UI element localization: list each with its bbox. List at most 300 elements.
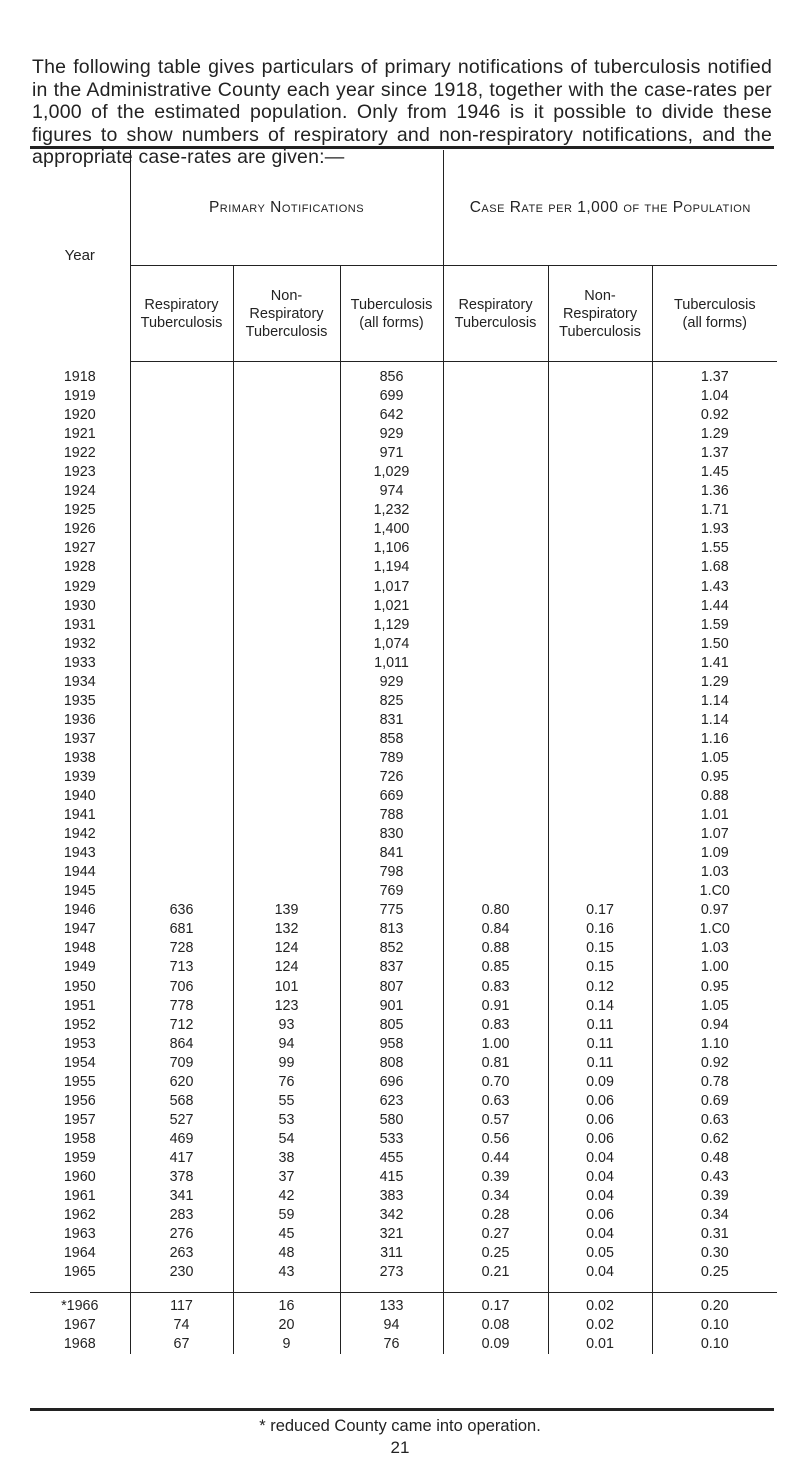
cell-rate-respiratory <box>443 539 548 558</box>
cell-rate-all-forms: 1.09 <box>652 844 777 863</box>
cell-rate-respiratory <box>443 597 548 616</box>
cell-respiratory <box>130 635 233 654</box>
cell-rate-respiratory: 0.56 <box>443 1130 548 1149</box>
cell-year: 1942 <box>63 826 96 843</box>
cell-year: 1940 <box>63 788 96 805</box>
cell-non-respiratory: 94 <box>233 1035 340 1054</box>
cell-all-forms: 1,011 <box>340 654 443 673</box>
cell-rate-respiratory: 0.34 <box>443 1187 548 1206</box>
cell-non-respiratory: 124 <box>233 939 340 958</box>
cell-year: 1947 <box>63 921 96 938</box>
cell-rate-all-forms: 1.07 <box>652 825 777 844</box>
cell-respiratory: 706 <box>130 978 233 997</box>
cell-non-respiratory <box>233 539 340 558</box>
cell-rate-all-forms: 0.62 <box>652 1130 777 1149</box>
table-row <box>30 501 777 520</box>
cell-respiratory: 469 <box>130 1130 233 1149</box>
cell-respiratory: 283 <box>130 1206 233 1225</box>
cell-rate-all-forms: 0.94 <box>652 1016 777 1035</box>
cell-year: 1925 <box>63 502 96 519</box>
cell-rate-respiratory <box>443 692 548 711</box>
cell-non-respiratory: 54 <box>233 1130 340 1149</box>
cell-all-forms: 856 <box>340 362 443 388</box>
cell-rate-all-forms: 0.63 <box>652 1111 777 1130</box>
cell-rate-non-respiratory: 0.14 <box>548 997 652 1016</box>
table-row <box>30 1187 777 1206</box>
cell-rate-respiratory <box>443 362 548 388</box>
cell-year: 1936 <box>63 711 96 728</box>
cell-rate-respiratory <box>443 635 548 654</box>
cell-non-respiratory: 38 <box>233 1149 340 1168</box>
cell-respiratory <box>130 482 233 501</box>
cell-year: 1926 <box>63 521 96 538</box>
cell-year: 1941 <box>63 807 96 824</box>
cell-all-forms: 775 <box>340 901 443 920</box>
table-row <box>30 1073 777 1092</box>
cell-rate-all-forms: 1.71 <box>652 501 777 520</box>
cell-year: 1937 <box>63 730 96 747</box>
page-number: 21 <box>390 1438 410 1457</box>
table-row <box>30 654 777 673</box>
cell-rate-all-forms: 1.14 <box>652 692 777 711</box>
table-row <box>30 711 777 730</box>
case-rate-header: Case Rate per 1,000 of the Population <box>443 150 777 266</box>
cell-rate-all-forms: 1.01 <box>652 806 777 825</box>
cell-rate-all-forms: 1.44 <box>652 597 777 616</box>
cell-rate-non-respiratory: 0.02 <box>548 1293 652 1317</box>
cell-rate-all-forms: 1.37 <box>652 444 777 463</box>
table-row <box>30 1168 777 1187</box>
cell-respiratory <box>130 520 233 539</box>
cell-rate-non-respiratory <box>548 692 652 711</box>
cell-rate-respiratory: 0.81 <box>443 1054 548 1073</box>
table-row <box>30 939 777 958</box>
cell-rate-all-forms: 1.16 <box>652 730 777 749</box>
table-row <box>30 558 777 577</box>
cell-respiratory <box>130 787 233 806</box>
cell-rate-all-forms: 1.45 <box>652 463 777 482</box>
cell-rate-respiratory <box>443 825 548 844</box>
col-header-respiratory <box>130 266 233 362</box>
cell-year: 1928 <box>63 559 96 576</box>
cell-non-respiratory <box>233 406 340 425</box>
col-header-line: Respiratory <box>144 296 219 313</box>
cell-rate-non-respiratory <box>548 362 652 388</box>
table-row <box>30 635 777 654</box>
table-row <box>30 425 777 444</box>
cell-rate-non-respiratory <box>548 539 652 558</box>
cell-non-respiratory: 42 <box>233 1187 340 1206</box>
col-header-line: Non- <box>584 287 616 304</box>
cell-year: 1924 <box>63 483 96 500</box>
table-row <box>30 1016 777 1035</box>
cell-all-forms: 971 <box>340 444 443 463</box>
cell-respiratory <box>130 406 233 425</box>
cell-year: 1939 <box>63 769 96 785</box>
table-row <box>30 1054 777 1073</box>
cell-all-forms: 699 <box>340 387 443 406</box>
cell-all-forms: 696 <box>340 1073 443 1092</box>
cell-year: 1953 <box>63 1035 96 1052</box>
cell-rate-respiratory <box>443 768 548 787</box>
col-header-all-forms <box>340 266 443 362</box>
table-row <box>30 844 777 863</box>
cell-rate-respiratory <box>443 863 548 882</box>
table-body-late <box>30 1293 777 1355</box>
cell-non-respiratory <box>233 463 340 482</box>
cell-year: 1919 <box>63 388 96 405</box>
cell-rate-non-respiratory: 0.09 <box>548 1073 652 1092</box>
cell-rate-respiratory: 0.88 <box>443 939 548 958</box>
cell-rate-non-respiratory <box>548 768 652 787</box>
cell-all-forms: 929 <box>340 425 443 444</box>
cell-all-forms: 830 <box>340 825 443 844</box>
cell-rate-non-respiratory <box>548 597 652 616</box>
table-top-rule <box>30 146 774 149</box>
year-header: Year <box>64 247 95 265</box>
cell-non-respiratory: 9 <box>233 1335 340 1354</box>
cell-year: 1927 <box>63 540 96 557</box>
cell-non-respiratory <box>233 749 340 768</box>
cell-year: 1934 <box>63 673 96 690</box>
cell-non-respiratory: 93 <box>233 1016 340 1035</box>
col-header-line: Tuberculosis <box>559 323 641 340</box>
cell-year: 1923 <box>63 464 96 481</box>
cell-all-forms: 580 <box>340 1111 443 1130</box>
table-row <box>30 387 777 406</box>
cell-rate-respiratory: 0.91 <box>443 997 548 1016</box>
cell-rate-non-respiratory <box>548 806 652 825</box>
cell-rate-non-respiratory <box>548 463 652 482</box>
table-row <box>30 1149 777 1168</box>
table-row <box>30 539 777 558</box>
table-row <box>30 825 777 844</box>
cell-all-forms: 901 <box>340 997 443 1016</box>
table-row <box>30 692 777 711</box>
cell-rate-non-respiratory <box>548 787 652 806</box>
cell-year: 1962 <box>63 1207 96 1224</box>
cell-non-respiratory <box>233 444 340 463</box>
cell-respiratory <box>130 387 233 406</box>
cell-rate-non-respiratory: 0.02 <box>548 1316 652 1335</box>
cell-year: 1958 <box>63 1130 96 1147</box>
cell-year: 1946 <box>63 902 96 919</box>
table-row <box>30 806 777 825</box>
col-header-rate-non-respiratory <box>548 266 652 362</box>
cell-rate-respiratory: 0.70 <box>443 1073 548 1092</box>
cell-all-forms: 798 <box>340 863 443 882</box>
cell-rate-non-respiratory <box>548 673 652 692</box>
intro-paragraph: The following table gives particulars of primary notifications of tuberculosis notified in the Administrative County each year since 1918, together with the case-rates per 1,000 of the estimated population. Only from 1946 is it possible to divide these figures to show numbers of respiratory and non-respiratory notifications, and the appropriate case-rates are given:— <box>32 56 772 168</box>
cell-rate-respiratory <box>443 406 548 425</box>
cell-all-forms: 841 <box>340 844 443 863</box>
cell-year: 1922 <box>63 445 96 462</box>
cell-year: 1960 <box>63 1168 96 1185</box>
cell-all-forms: 1,194 <box>340 558 443 577</box>
cell-rate-non-respiratory <box>548 844 652 863</box>
cell-rate-all-forms: 0.88 <box>652 787 777 806</box>
cell-year: 1944 <box>63 864 96 881</box>
tuberculosis-table <box>30 150 777 1354</box>
cell-year: 1938 <box>63 749 96 766</box>
cell-respiratory <box>130 558 233 577</box>
cell-respiratory: 378 <box>130 1168 233 1187</box>
table-row <box>30 1111 777 1130</box>
cell-respiratory: 527 <box>130 1111 233 1130</box>
cell-year: 1957 <box>63 1111 96 1128</box>
cell-all-forms: 825 <box>340 692 443 711</box>
cell-respiratory <box>130 711 233 730</box>
cell-non-respiratory <box>233 882 340 901</box>
cell-respiratory <box>130 539 233 558</box>
table-row <box>30 1225 777 1244</box>
cell-respiratory: 728 <box>130 939 233 958</box>
cell-all-forms: 831 <box>340 711 443 730</box>
cell-year: 1918 <box>63 368 96 385</box>
cell-rate-non-respiratory: 0.12 <box>548 978 652 997</box>
cell-rate-all-forms: 1.04 <box>652 387 777 406</box>
cell-all-forms: 1,021 <box>340 597 443 616</box>
cell-rate-all-forms: 0.48 <box>652 1149 777 1168</box>
cell-all-forms: 813 <box>340 920 443 939</box>
cell-year: 1930 <box>63 597 96 614</box>
cell-rate-all-forms: 1.03 <box>652 939 777 958</box>
cell-rate-non-respiratory: 0.15 <box>548 939 652 958</box>
cell-respiratory: 636 <box>130 901 233 920</box>
cell-all-forms: 133 <box>340 1293 443 1317</box>
col-header-non-respiratory <box>233 266 340 362</box>
cell-non-respiratory <box>233 616 340 635</box>
cell-respiratory: 67 <box>130 1335 233 1354</box>
cell-non-respiratory: 48 <box>233 1244 340 1263</box>
primary-notifications-header: Primary Notifications <box>130 150 443 266</box>
cell-all-forms: 808 <box>340 1054 443 1073</box>
cell-respiratory <box>130 768 233 787</box>
cell-rate-all-forms: 1.03 <box>652 863 777 882</box>
cell-rate-all-forms: 1.05 <box>652 997 777 1016</box>
cell-rate-all-forms: 1.68 <box>652 558 777 577</box>
cell-non-respiratory: 132 <box>233 920 340 939</box>
table-row <box>30 1035 777 1054</box>
cell-respiratory: 230 <box>130 1263 233 1293</box>
cell-all-forms: 415 <box>340 1168 443 1187</box>
col-header-rate-all-forms <box>652 266 777 362</box>
cell-respiratory <box>130 844 233 863</box>
cell-non-respiratory <box>233 425 340 444</box>
cell-non-respiratory <box>233 863 340 882</box>
cell-all-forms: 533 <box>340 1130 443 1149</box>
table-row <box>30 768 777 787</box>
table-row <box>30 1293 777 1317</box>
cell-rate-respiratory: 0.17 <box>443 1293 548 1317</box>
cell-rate-all-forms: 1.43 <box>652 578 777 597</box>
table-row <box>30 597 777 616</box>
cell-rate-all-forms: 0.78 <box>652 1073 777 1092</box>
cell-rate-all-forms: 0.10 <box>652 1335 777 1354</box>
cell-respiratory <box>130 673 233 692</box>
cell-rate-all-forms: 0.20 <box>652 1293 777 1317</box>
col-header-line: Respiratory <box>562 305 638 322</box>
table-row <box>30 920 777 939</box>
cell-rate-all-forms: 0.97 <box>652 901 777 920</box>
cell-respiratory <box>130 597 233 616</box>
cell-rate-non-respiratory <box>548 730 652 749</box>
cell-respiratory <box>130 463 233 482</box>
cell-rate-respiratory: 0.83 <box>443 978 548 997</box>
cell-all-forms: 974 <box>340 482 443 501</box>
table-row <box>30 958 777 977</box>
table-row <box>30 463 777 482</box>
cell-rate-all-forms: 0.95 <box>652 978 777 997</box>
cell-rate-all-forms: 1.59 <box>652 616 777 635</box>
cell-non-respiratory: 45 <box>233 1225 340 1244</box>
cell-rate-non-respiratory <box>548 578 652 597</box>
cell-non-respiratory: 53 <box>233 1111 340 1130</box>
cell-all-forms: 788 <box>340 806 443 825</box>
cell-year: 1920 <box>63 407 96 424</box>
cell-rate-respiratory: 0.25 <box>443 1244 548 1263</box>
cell-respiratory: 417 <box>130 1149 233 1168</box>
table-row <box>30 863 777 882</box>
cell-year: *1966 <box>30 1293 130 1317</box>
cell-non-respiratory: 101 <box>233 978 340 997</box>
cell-rate-respiratory <box>443 806 548 825</box>
cell-rate-non-respiratory <box>548 882 652 901</box>
cell-rate-respiratory: 0.28 <box>443 1206 548 1225</box>
table-row <box>30 1316 777 1335</box>
cell-all-forms: 321 <box>340 1225 443 1244</box>
cell-all-forms: 726 <box>340 768 443 787</box>
cell-non-respiratory: 76 <box>233 1073 340 1092</box>
cell-year: 1943 <box>63 845 96 862</box>
table-row <box>30 901 777 920</box>
cell-rate-respiratory: 0.21 <box>443 1263 548 1293</box>
cell-respiratory <box>130 692 233 711</box>
cell-year: 1951 <box>63 997 96 1014</box>
cell-rate-respiratory: 0.44 <box>443 1149 548 1168</box>
cell-rate-non-respiratory <box>548 654 652 673</box>
cell-year: 1931 <box>63 616 96 633</box>
cell-year: 1956 <box>63 1092 96 1109</box>
cell-rate-respiratory <box>443 616 548 635</box>
cell-year: 1949 <box>63 959 96 976</box>
cell-rate-non-respiratory: 0.06 <box>548 1111 652 1130</box>
cell-year: 1965 <box>63 1264 96 1281</box>
cell-non-respiratory <box>233 597 340 616</box>
cell-rate-respiratory <box>443 749 548 768</box>
table-bottom-rule <box>30 1408 774 1411</box>
cell-year: 1961 <box>63 1188 96 1205</box>
cell-all-forms: 1,074 <box>340 635 443 654</box>
cell-rate-all-forms: 0.30 <box>652 1244 777 1263</box>
cell-rate-all-forms: 0.25 <box>652 1263 777 1293</box>
table-row <box>30 578 777 597</box>
cell-non-respiratory: 139 <box>233 901 340 920</box>
cell-year: 1964 <box>63 1245 96 1262</box>
cell-all-forms: 769 <box>340 882 443 901</box>
cell-rate-non-respiratory: 0.06 <box>548 1092 652 1111</box>
cell-respiratory <box>130 882 233 901</box>
table-row <box>30 978 777 997</box>
col-header-line: Tuberculosis <box>245 323 328 340</box>
cell-non-respiratory <box>233 362 340 388</box>
cell-rate-all-forms: 0.69 <box>652 1092 777 1111</box>
col-header-line: Tuberculosis <box>454 314 537 331</box>
cell-non-respiratory <box>233 654 340 673</box>
cell-rate-respiratory <box>443 673 548 692</box>
col-header-line: Tuberculosis <box>673 296 756 313</box>
cell-respiratory: 620 <box>130 1073 233 1092</box>
table-row <box>30 406 777 425</box>
cell-rate-respiratory <box>443 444 548 463</box>
cell-respiratory <box>130 362 233 388</box>
table-row <box>30 616 777 635</box>
cell-rate-all-forms: 0.10 <box>652 1316 777 1335</box>
cell-respiratory: 681 <box>130 920 233 939</box>
cell-non-respiratory <box>233 825 340 844</box>
cell-all-forms: 342 <box>340 1206 443 1225</box>
cell-all-forms: 94 <box>340 1316 443 1335</box>
cell-year: 1952 <box>63 1016 96 1033</box>
cell-respiratory: 263 <box>130 1244 233 1263</box>
cell-respiratory <box>130 425 233 444</box>
cell-non-respiratory <box>233 501 340 520</box>
cell-year: 1929 <box>63 578 96 595</box>
cell-rate-non-respiratory: 0.11 <box>548 1054 652 1073</box>
cell-rate-non-respiratory: 0.04 <box>548 1263 652 1293</box>
cell-rate-non-respiratory <box>548 558 652 577</box>
cell-rate-all-forms: 1.37 <box>652 362 777 388</box>
cell-non-respiratory <box>233 673 340 692</box>
cell-rate-non-respiratory <box>548 863 652 882</box>
cell-non-respiratory: 59 <box>233 1206 340 1225</box>
cell-year: 1963 <box>63 1226 96 1243</box>
cell-non-respiratory <box>233 768 340 787</box>
table-row <box>30 749 777 768</box>
cell-rate-all-forms: 1.05 <box>652 749 777 768</box>
cell-rate-all-forms: 1.29 <box>652 673 777 692</box>
table-row <box>30 1092 777 1111</box>
table-row <box>30 730 777 749</box>
cell-rate-respiratory: 0.09 <box>443 1335 548 1354</box>
cell-year: 1945 <box>63 883 96 900</box>
cell-all-forms: 1,400 <box>340 520 443 539</box>
cell-rate-all-forms: 1.00 <box>652 958 777 977</box>
cell-all-forms: 455 <box>340 1149 443 1168</box>
cell-non-respiratory <box>233 730 340 749</box>
cell-rate-respiratory <box>443 520 548 539</box>
cell-rate-respiratory <box>443 501 548 520</box>
cell-year: 1921 <box>63 426 96 443</box>
cell-respiratory <box>130 501 233 520</box>
cell-respiratory <box>130 806 233 825</box>
cell-all-forms: 1,029 <box>340 463 443 482</box>
cell-all-forms: 1,106 <box>340 539 443 558</box>
cell-rate-non-respiratory <box>548 616 652 635</box>
cell-respiratory: 341 <box>130 1187 233 1206</box>
cell-non-respiratory <box>233 578 340 597</box>
cell-non-respiratory: 55 <box>233 1092 340 1111</box>
footnote: * reduced County came into operation. <box>259 1417 541 1435</box>
cell-all-forms: 1,129 <box>340 616 443 635</box>
col-header-line: Tuberculosis <box>140 314 223 331</box>
cell-rate-respiratory: 0.39 <box>443 1168 548 1187</box>
cell-respiratory: 713 <box>130 958 233 977</box>
cell-rate-non-respiratory <box>548 825 652 844</box>
cell-non-respiratory <box>233 635 340 654</box>
cell-non-respiratory: 37 <box>233 1168 340 1187</box>
table-row <box>30 482 777 501</box>
